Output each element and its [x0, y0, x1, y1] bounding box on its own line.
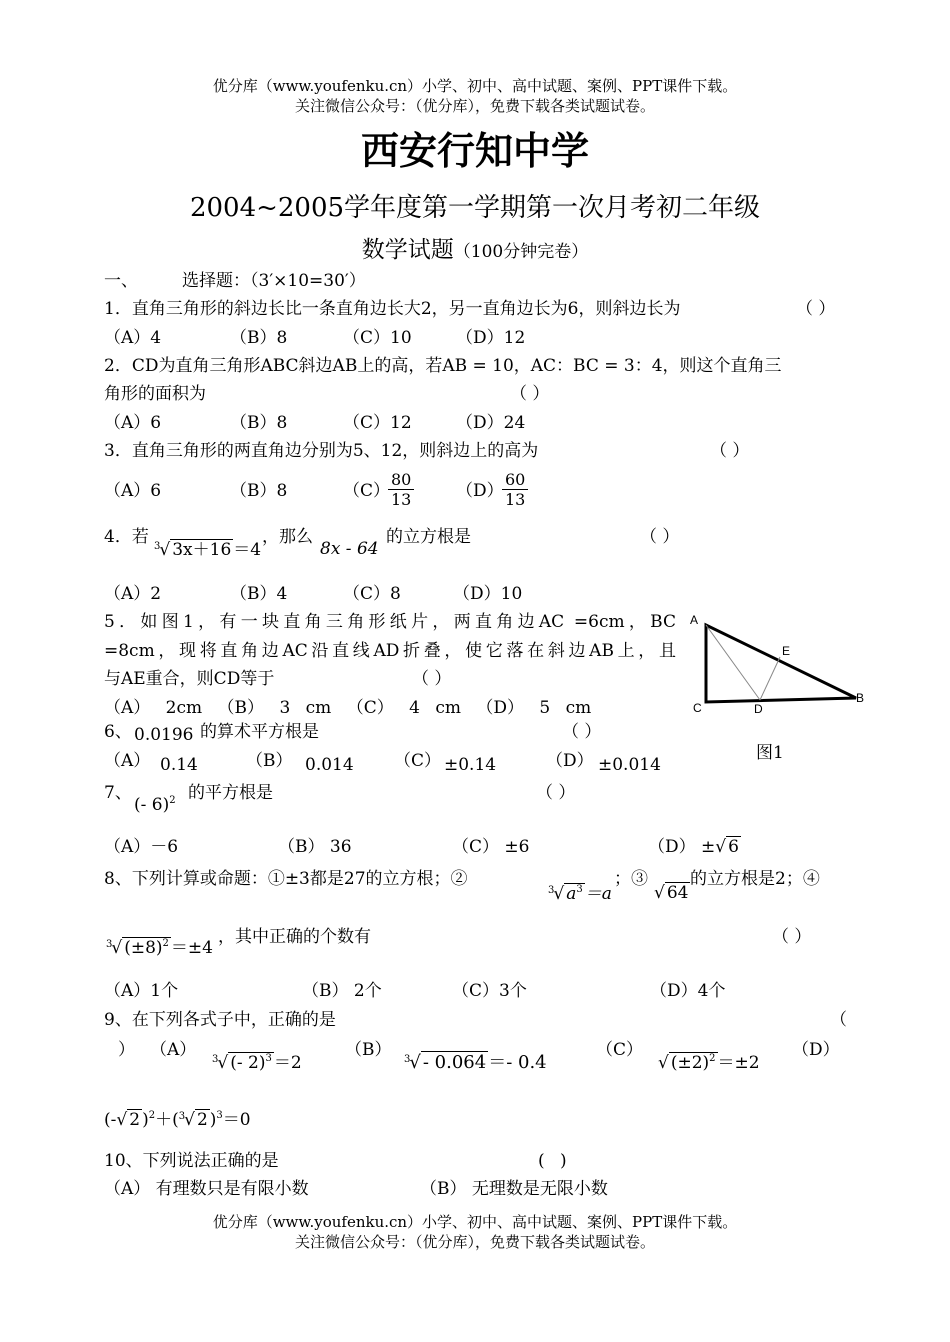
q4-suffix: 的立方根是	[386, 527, 471, 547]
figure-1-triangle	[688, 612, 878, 722]
label-c: C	[693, 701, 702, 715]
q9-text: 9、在下列各式子中，正确的是	[104, 1010, 336, 1030]
q5-text-line-1: 5．如图1，有一块直角三角形纸片，两直角边AC =6cm，BC	[104, 612, 676, 632]
header-line-1: 优分库（www.youfenku.cn）小学、初中、高中试题、案例、PPT课件下载。	[212, 77, 738, 95]
q9-paren-open: （	[830, 1010, 847, 1030]
q4-paren: （ ）	[640, 527, 680, 547]
q8-option-d: （D）4个	[650, 981, 726, 1001]
q9-option-c-label: （C）	[596, 1040, 644, 1060]
figure-1-caption: 图1	[756, 743, 784, 763]
subject-title	[0, 238, 950, 263]
q7-option-a: （A）－6	[104, 837, 179, 857]
q1-text: 1．直角三角形的斜边长比一条直角边长大2，另一直角边长为6，则斜边长为	[104, 299, 681, 319]
q4-option-c: （C）8	[343, 584, 401, 604]
q3-option-c-fraction: $\frac{80}{13}$	[388, 470, 414, 509]
q5-options: （A） 2cm （B） 3 cm （C） 4 cm （D） 5 cm	[104, 698, 592, 718]
q9-option-b-expr: $^3$√ - 0.064 ＝- 0.4	[404, 1052, 547, 1073]
subject-name: 数学试题	[361, 237, 454, 263]
q8-option-b: （B） 2个	[302, 981, 382, 1001]
q9-option-a-expr: $^3$√ (- 2)$^3$ ＝2	[212, 1053, 302, 1073]
q2-option-b: （B）8	[230, 413, 288, 433]
q2-text-line-1: 2．CD为直角三角形ABC斜边AB上的高，若AB = 10，AC：BC = 3：4，则这个直角三	[104, 356, 782, 376]
q5-text-line-3: 与AE重合，则CD等于	[104, 669, 275, 689]
q6-option-b-value: 0.014	[305, 755, 354, 775]
q8-text-part-1: 8、下列计算或命题：①±3都是27的立方根；②	[104, 869, 468, 889]
label-b: B	[856, 691, 865, 705]
q10-text: 10、下列说法正确的是	[104, 1151, 279, 1171]
q1-option-a: （A）4	[104, 328, 162, 348]
q1-option-d: （D）12	[456, 328, 526, 348]
q3-option-c-label: （C）	[343, 481, 391, 501]
q9-option-d-expr: (-√ 2 )$^2$＋($^3$√ 2 )$^3$＝0	[104, 1110, 251, 1130]
q6-suffix: 的算术平方根是	[200, 722, 319, 742]
q7-option-b: （B） 36	[278, 837, 352, 857]
q7-option-d: （D） ±√ 6	[648, 837, 739, 857]
q4-option-b: （B）4	[230, 584, 288, 604]
label-a: A	[690, 613, 699, 627]
q8-text-part-2: ；③	[614, 869, 648, 889]
q10-option-a: （A） 有理数只是有限小数	[104, 1179, 309, 1199]
label-d: D	[754, 702, 763, 716]
label-e: E	[782, 644, 791, 658]
q6-option-d-value: ±0.014	[598, 755, 661, 775]
q1-option-c: （C）10	[343, 328, 412, 348]
q6-option-c-value: ±0.14	[444, 755, 497, 775]
q6-option-c-label: （C）	[394, 751, 442, 771]
q6-option-d-label: （D）	[546, 751, 594, 771]
q1-paren: （ ）	[796, 299, 836, 319]
q6-prefix: 6、	[104, 722, 132, 742]
q5-paren: （ ）	[412, 669, 452, 689]
q3-paren: （ ）	[710, 441, 750, 461]
q4-cube-root: $^3$√ 3x＋16 ＝4	[154, 540, 262, 560]
q6-option-b-label: （B）	[246, 751, 293, 771]
q5-text-line-2: =8cm，现将直角边AC沿直线AD折叠，使它落在斜边AB上，且	[104, 641, 676, 661]
q8-text-part-3: 的立方根是2；④	[690, 869, 820, 889]
section-number: 一、	[104, 271, 138, 291]
q4-option-a: （A）2	[104, 584, 162, 604]
q2-option-d: （D）24	[456, 413, 526, 433]
q10-option-b: （B） 无理数是无限小数	[420, 1179, 608, 1199]
q10-paren: ( )	[538, 1151, 567, 1171]
q9-option-d-label: （D）	[792, 1040, 840, 1060]
q6-option-a-label: （A）	[104, 751, 151, 771]
q8-radical-3: √ 64	[654, 883, 689, 903]
q9-paren-close: ）	[118, 1040, 135, 1060]
q2-option-a: （A）6	[104, 413, 162, 433]
q3-option-b: （B）8	[230, 481, 288, 501]
q6-option-a-value: 0.14	[160, 755, 198, 775]
header-line-2: 关注微信公众号：（优分库），免费下载各类试题试卷。	[294, 97, 655, 115]
q7-expression: (- 6)$^2$	[134, 795, 176, 815]
q8-option-a: （A）1个	[104, 981, 179, 1001]
q8-radical-4: $^3$√ $(\pm 8)^2 =\pm 4$	[106, 938, 213, 958]
q8-option-c: （C）3个	[452, 981, 527, 1001]
q4-prefix: 4．若	[104, 527, 149, 547]
q9-option-c-expr: √ $(\pm 2)^2 =\pm 2$	[658, 1053, 760, 1073]
subject-note: （100分钟完卷）	[453, 242, 589, 262]
footer-line-1: 优分库（www.youfenku.cn）小学、初中、高中试题、案例、PPT课件下载。	[212, 1213, 738, 1231]
q1-option-b: （B）8	[230, 328, 288, 348]
q3-option-d-fraction: $\frac{60}{13}$	[502, 470, 528, 509]
q9-option-a-label: （A）	[150, 1040, 197, 1060]
fold-line-ad	[706, 625, 760, 700]
q7-suffix: 的平方根是	[188, 783, 273, 803]
q2-text-line-2: 角形的面积为	[104, 384, 206, 404]
q8-paren: （ ）	[772, 927, 812, 947]
q9-option-b-label: （B）	[345, 1040, 392, 1060]
q7-prefix: 7、	[104, 783, 132, 803]
q2-option-c: （C）12	[343, 413, 412, 433]
q2-paren: （ ）	[510, 384, 550, 404]
exam-title: 2004~2005学年度第一学期第一次月考初二年级	[189, 193, 761, 223]
q4-expression: 8x - 64	[320, 539, 379, 559]
q3-text: 3．直角三角形的两直角边分别为5、12，则斜边上的高为	[104, 441, 539, 461]
q6-number: 0.0196	[134, 725, 194, 745]
q3-option-d-label: （D）	[456, 481, 504, 501]
q6-paren: （ ）	[562, 722, 602, 742]
school-title: 西安行知中学	[360, 128, 589, 173]
segment-de	[760, 657, 780, 700]
q3-option-a: （A）6	[104, 481, 162, 501]
footer-line-2: 关注微信公众号：（优分库），免费下载各类试题试卷。	[294, 1233, 655, 1251]
q7-option-c: （C） ±6	[452, 837, 530, 857]
triangle-abc	[706, 625, 856, 702]
q8-radical-2: $^3$√ $a^3 =a$	[548, 884, 612, 904]
q4-option-d: （D）10	[453, 584, 523, 604]
q8-text-line-2: ，其中正确的个数有	[218, 927, 371, 947]
q7-paren: （ ）	[536, 783, 576, 803]
section-title: 选择题：（3′×10=30′）	[182, 271, 366, 291]
q4-mid: ，那么	[262, 527, 313, 547]
